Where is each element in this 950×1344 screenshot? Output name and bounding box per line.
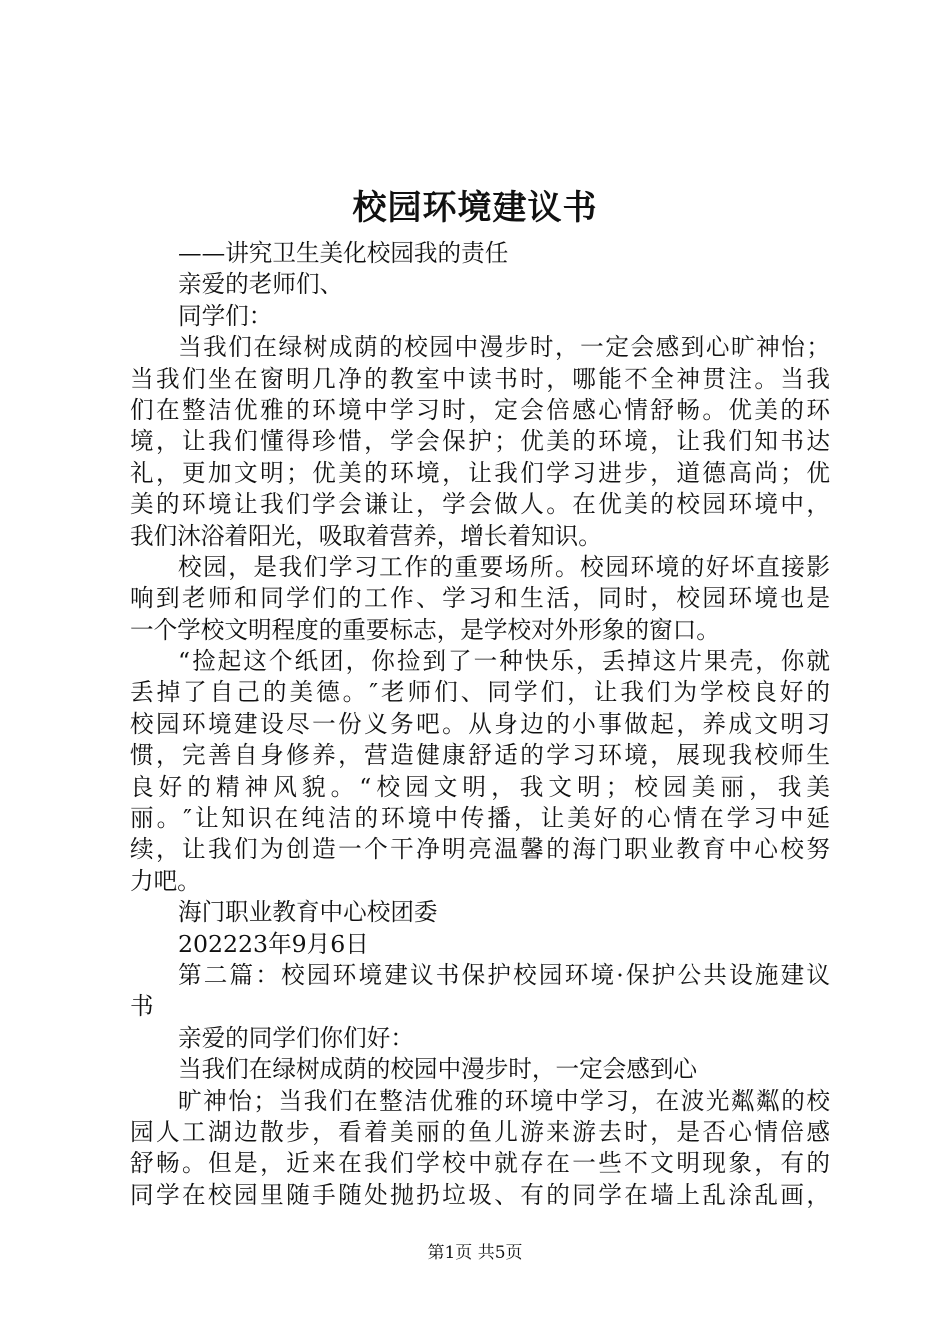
paragraph-line: 旷神怡；当我们在整洁优雅的环境中学习，在波光粼粼的校 (178, 1086, 830, 1115)
paragraph-line: 续，让我们为创造一个干净明亮温馨的海门职业教育中心校努 (130, 835, 830, 864)
section-heading-line: 第二篇：校园环境建议书保护校园环境·保护公共设施建议 (178, 960, 830, 989)
paragraph-line: 校园环境建设尽一份义务吧。从身边的小事做起，养成文明习 (130, 709, 830, 738)
paragraph-line: 当我们在绿树成荫的校园中漫步时，一定会感到心旷神怡； (178, 333, 830, 362)
paragraph-line: 响到老师和同学们的工作、学习和生活，同时，校园环境也是 (130, 584, 830, 613)
salutation-line: 亲爱的同学们你们好： (178, 1023, 414, 1052)
paragraph-line: 礼，更加文明；优美的环境，让我们学习进步，道德高尚；优 (130, 458, 830, 487)
subtitle-line: ——讲究卫生美化校园我的责任 (178, 239, 509, 267)
document-body (130, 238, 830, 1211)
paragraph-line: 校园，是我们学习工作的重要场所。校园环境的好坏直接影 (178, 552, 830, 581)
date-line: 202223年9月6日 (178, 929, 369, 958)
paragraph-line: 惯，完善自身修养，营造健康舒适的学习环境，展现我校师生 (130, 741, 830, 770)
paragraph-line: 境，让我们懂得珍惜，学会保护；优美的环境，让我们知书达 (130, 427, 830, 456)
paragraph-line: 一个学校文明程度的重要标志，是学校对外形象的窗口。 (130, 615, 720, 644)
paragraph-line: 同学在校园里随手随处抛扔垃圾、有的同学在墙上乱涂乱画， (130, 1180, 830, 1209)
paragraph-line: 丽。″让知识在纯洁的环境中传播，让美好的心情在学习中延 (130, 804, 830, 833)
signature-line: 海门职业教育中心校团委 (178, 898, 438, 927)
paragraph-line: 们在整洁优雅的环境中学习时，定会倍感心情舒畅。优美的环 (130, 395, 830, 424)
document-title: 校园环境建议书 (352, 188, 598, 228)
paragraph-line: 我们沐浴着阳光，吸取着营养，增长着知识。 (130, 521, 602, 550)
page-footer: 第1页 共5页 (427, 1243, 523, 1263)
paragraph-line: 园人工湖边散步，看着美丽的鱼儿游来游去时，是否心情倍感 (130, 1117, 830, 1146)
paragraph-line: 力吧。 (130, 866, 201, 895)
paragraph-line: 良好的精神风貌。“校园文明，我文明；校园美丽，我美 (130, 772, 830, 801)
paragraph-line: 丢掉了自己的美德。″老师们、同学们，让我们为学校良好的 (130, 678, 830, 707)
paragraph-line: 美的环境让我们学会谦让，学会做人。在优美的校园环境中， (130, 490, 830, 519)
paragraph-line: 当我们坐在窗明几净的教室中读书时，哪能不全神贯注。当我 (130, 364, 830, 393)
paragraph-line: 舒畅。但是，近来在我们学校中就存在一些不文明现象，有的 (130, 1149, 830, 1178)
paragraph-line: “捡起这个纸团，你捡到了一种快乐，丢掉这片果壳，你就 (178, 647, 830, 676)
salutation-line: 同学们： (178, 301, 273, 330)
paragraph-line: 当我们在绿树成荫的校园中漫步时，一定会感到心 (178, 1055, 698, 1084)
section-heading-line: 书 (130, 992, 154, 1021)
salutation-line: 亲爱的老师们、 (178, 270, 344, 299)
